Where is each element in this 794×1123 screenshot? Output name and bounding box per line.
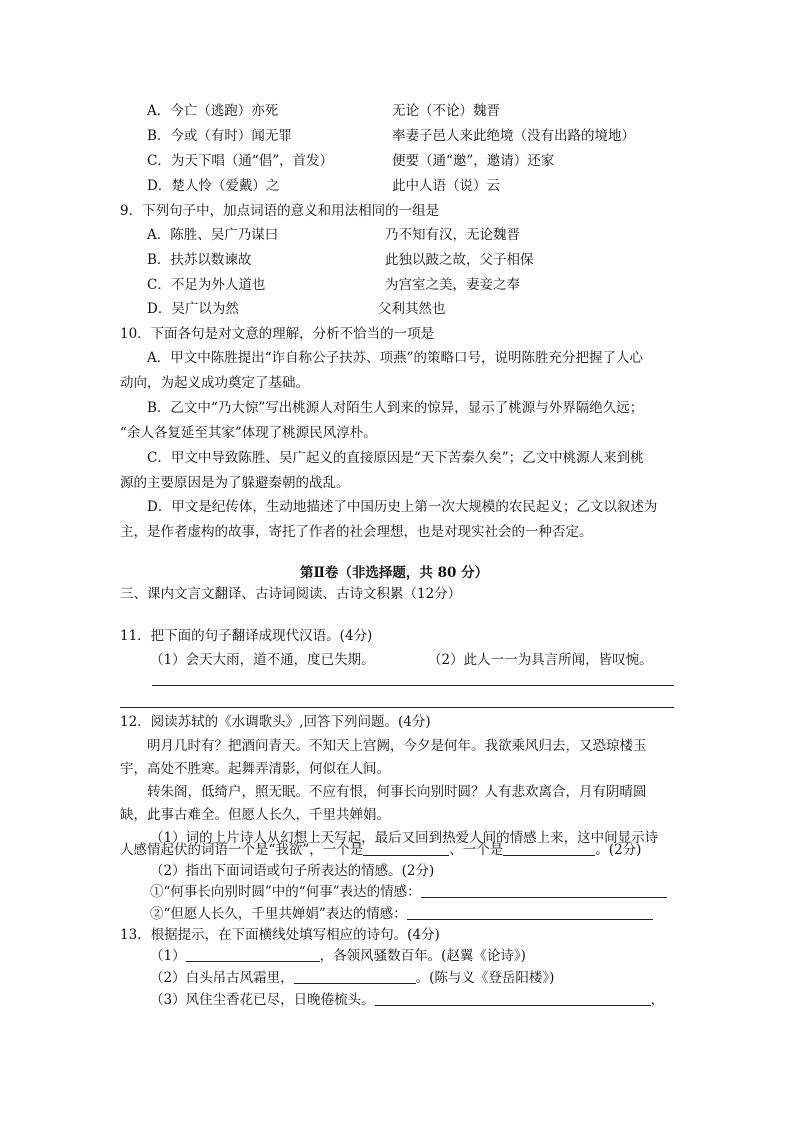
q13-line-3 <box>150 991 664 1009</box>
q9-option-a-right: 乃不知有汉，无论魏晋 <box>385 227 520 243</box>
q12-sub2-item1 <box>150 883 667 901</box>
q12-sub1-text-b: 、一个是 <box>449 842 504 858</box>
q13-line3-suffix: ， <box>650 992 665 1008</box>
q12-sub2: （2）指出下面词语或句子所表达的情感。(2分) <box>150 863 435 879</box>
q8-option-a-left: A．今亡（逃跑）亦死 <box>147 103 279 119</box>
q13-line2-suffix: 。(陈与义《登岳阳楼》) <box>415 970 555 986</box>
q9-option-d-right: 父利其然也 <box>378 301 446 317</box>
q13-line-2 <box>150 969 554 987</box>
q9-stem: 9．下列句子中，加点词语的意义和用法相同的一组是 <box>120 203 440 219</box>
q9-option-c-right: 为宫室之美，妻妾之奉 <box>385 277 520 293</box>
q11-sentence-1: （1）会天大雨，道不通，度已失期。 <box>150 652 375 668</box>
q13-line-1 <box>150 947 526 965</box>
q11-answer-line-1[interactable] <box>152 685 674 686</box>
q13-line1-suffix: ，各领风骚数百年。(赵翼《论诗》) <box>319 948 526 964</box>
q12-sub1-line1: （1）词的上片诗人从幻想上天写起，最后又回到热爱人间的情感上来，这中间显示诗 <box>150 830 659 846</box>
q8-option-b-left: B．今或（有时）闻无罪 <box>147 128 292 144</box>
q10-option-c-line1: C．甲文中导致陈胜、吴广起义的直接原因是“天下苦秦久矣”；乙文中桃源人来到桃 <box>147 450 644 466</box>
q13-stem: 13．根据提示，在下面横线处填写相应的诗句。(4分) <box>120 927 440 943</box>
q13-line2-prefix: （2）白头吊古风霜里， <box>150 970 294 986</box>
q13-line1-prefix: （1） <box>150 948 186 964</box>
q12-stem: 12．阅读苏轼的《水调歌头》,回答下列问题。(4分) <box>120 714 431 730</box>
q11-answer-line-2[interactable] <box>120 707 674 708</box>
q12-blank-1[interactable] <box>363 841 449 856</box>
q12-blank-3[interactable] <box>421 883 667 898</box>
q8-option-d-left: D．楚人怜（爱戴）之 <box>147 178 280 194</box>
q8-option-c-right: 便要（通“邀”，邀请）还家 <box>392 153 555 169</box>
q12-sub1-line2 <box>120 841 641 859</box>
q9-option-b-right: 此独以跛之故，父子相保 <box>385 252 534 268</box>
part2-title: 第Ⅱ卷（非选择题，共 80 分） <box>300 565 489 581</box>
q11-stem: 11．把下面的句子翻译成现代汉语。(4分) <box>120 628 373 644</box>
q12-sub2-item2-text: ②“但愿人长久，千里共婵娟”表达的情感： <box>150 906 407 922</box>
q10-option-c-line2: 源的主要原因是为了躲避秦朝的战乱。 <box>120 475 350 491</box>
q10-option-d-line2: 主，是作者虚构的故事，寄托了作者的社会理想，也是对现实社会的一种否定。 <box>120 524 593 540</box>
q13-blank-1[interactable] <box>186 947 320 962</box>
q11-sentence-2: （2）此人一一为具言所闻，皆叹惋。 <box>428 652 653 668</box>
q12-sub2-item2 <box>150 905 653 923</box>
section3-heading: 三、课内文言文翻译、古诗词阅读、古诗文积累（12分） <box>120 586 462 602</box>
q13-blank-2[interactable] <box>294 969 416 984</box>
q13-blank-3[interactable] <box>375 991 651 1006</box>
q12-sub2-item1-text: ①“何事长向别时圆”中的“何事”表达的情感： <box>150 884 421 900</box>
poem-line-3: 转朱阁，低绮户，照无眠。不应有恨，何事长向别时圆？人有悲欢离合，月有阴晴圆 <box>147 784 647 800</box>
q10-option-a-line1: A．甲文中陈胜提出“诈自称公子扶苏、项燕”的策略口号，说明陈胜充分把握了人心 <box>147 350 644 366</box>
q9-option-b-left: B．扶苏以数谏故 <box>147 252 252 268</box>
q8-option-b-right: 率妻子邑人来此绝境（没有出路的境地） <box>392 128 635 144</box>
q12-blank-4[interactable] <box>407 905 653 920</box>
poem-line-2: 宇，高处不胜寒。起舞弄清影，何似在人间。 <box>120 761 390 777</box>
poem-line-1: 明月几时有？把酒问青天。不知天上宫阙，今夕是何年。我欲乘风归去，又恐琼楼玉 <box>147 738 647 754</box>
poem-line-4: 缺，此事古难全。但愿人长久，千里共婵娟。 <box>120 807 390 823</box>
q8-option-a-right: 无论（不论）魏晋 <box>392 103 500 119</box>
q12-sub1-text-c: 。(2分) <box>595 842 642 858</box>
q9-option-d-left: D．吴广以为然 <box>147 301 239 317</box>
q10-option-b-line1: B．乙文中“乃大惊”写出桃源人对陌生人到来的惊异，显示了桃源与外界隔绝久远； <box>147 400 644 416</box>
q10-stem: 10．下面各句是对文意的理解，分析不恰当的一项是 <box>120 326 435 342</box>
q10-option-d-line1: D．甲文是纪传体，生动地描述了中国历史上第一次大规模的农民起义；乙文以叙述为 <box>147 499 658 515</box>
q9-option-c-left: C．不足为外人道也 <box>147 277 266 293</box>
q9-option-a-left: A．陈胜、吴广乃谋曰 <box>147 227 279 243</box>
q8-option-d-right: 此中人语（说）云 <box>392 178 500 194</box>
q8-option-c-left: C．为天下唱（通“倡”，首发） <box>147 153 334 169</box>
q12-sub1-text-a: 人感情起伏的词语一个是“我欲”，一个是 <box>120 842 364 858</box>
q10-option-b-line2: “余人各复延至其家”体现了桃源民风淳朴。 <box>120 425 377 441</box>
q13-line3-prefix: （3）风住尘香花已尽，日晚倦梳头。 <box>150 992 375 1008</box>
q12-blank-2[interactable] <box>503 841 595 856</box>
q10-option-a-line2: 动向，为起义成功奠定了基础。 <box>120 375 309 391</box>
